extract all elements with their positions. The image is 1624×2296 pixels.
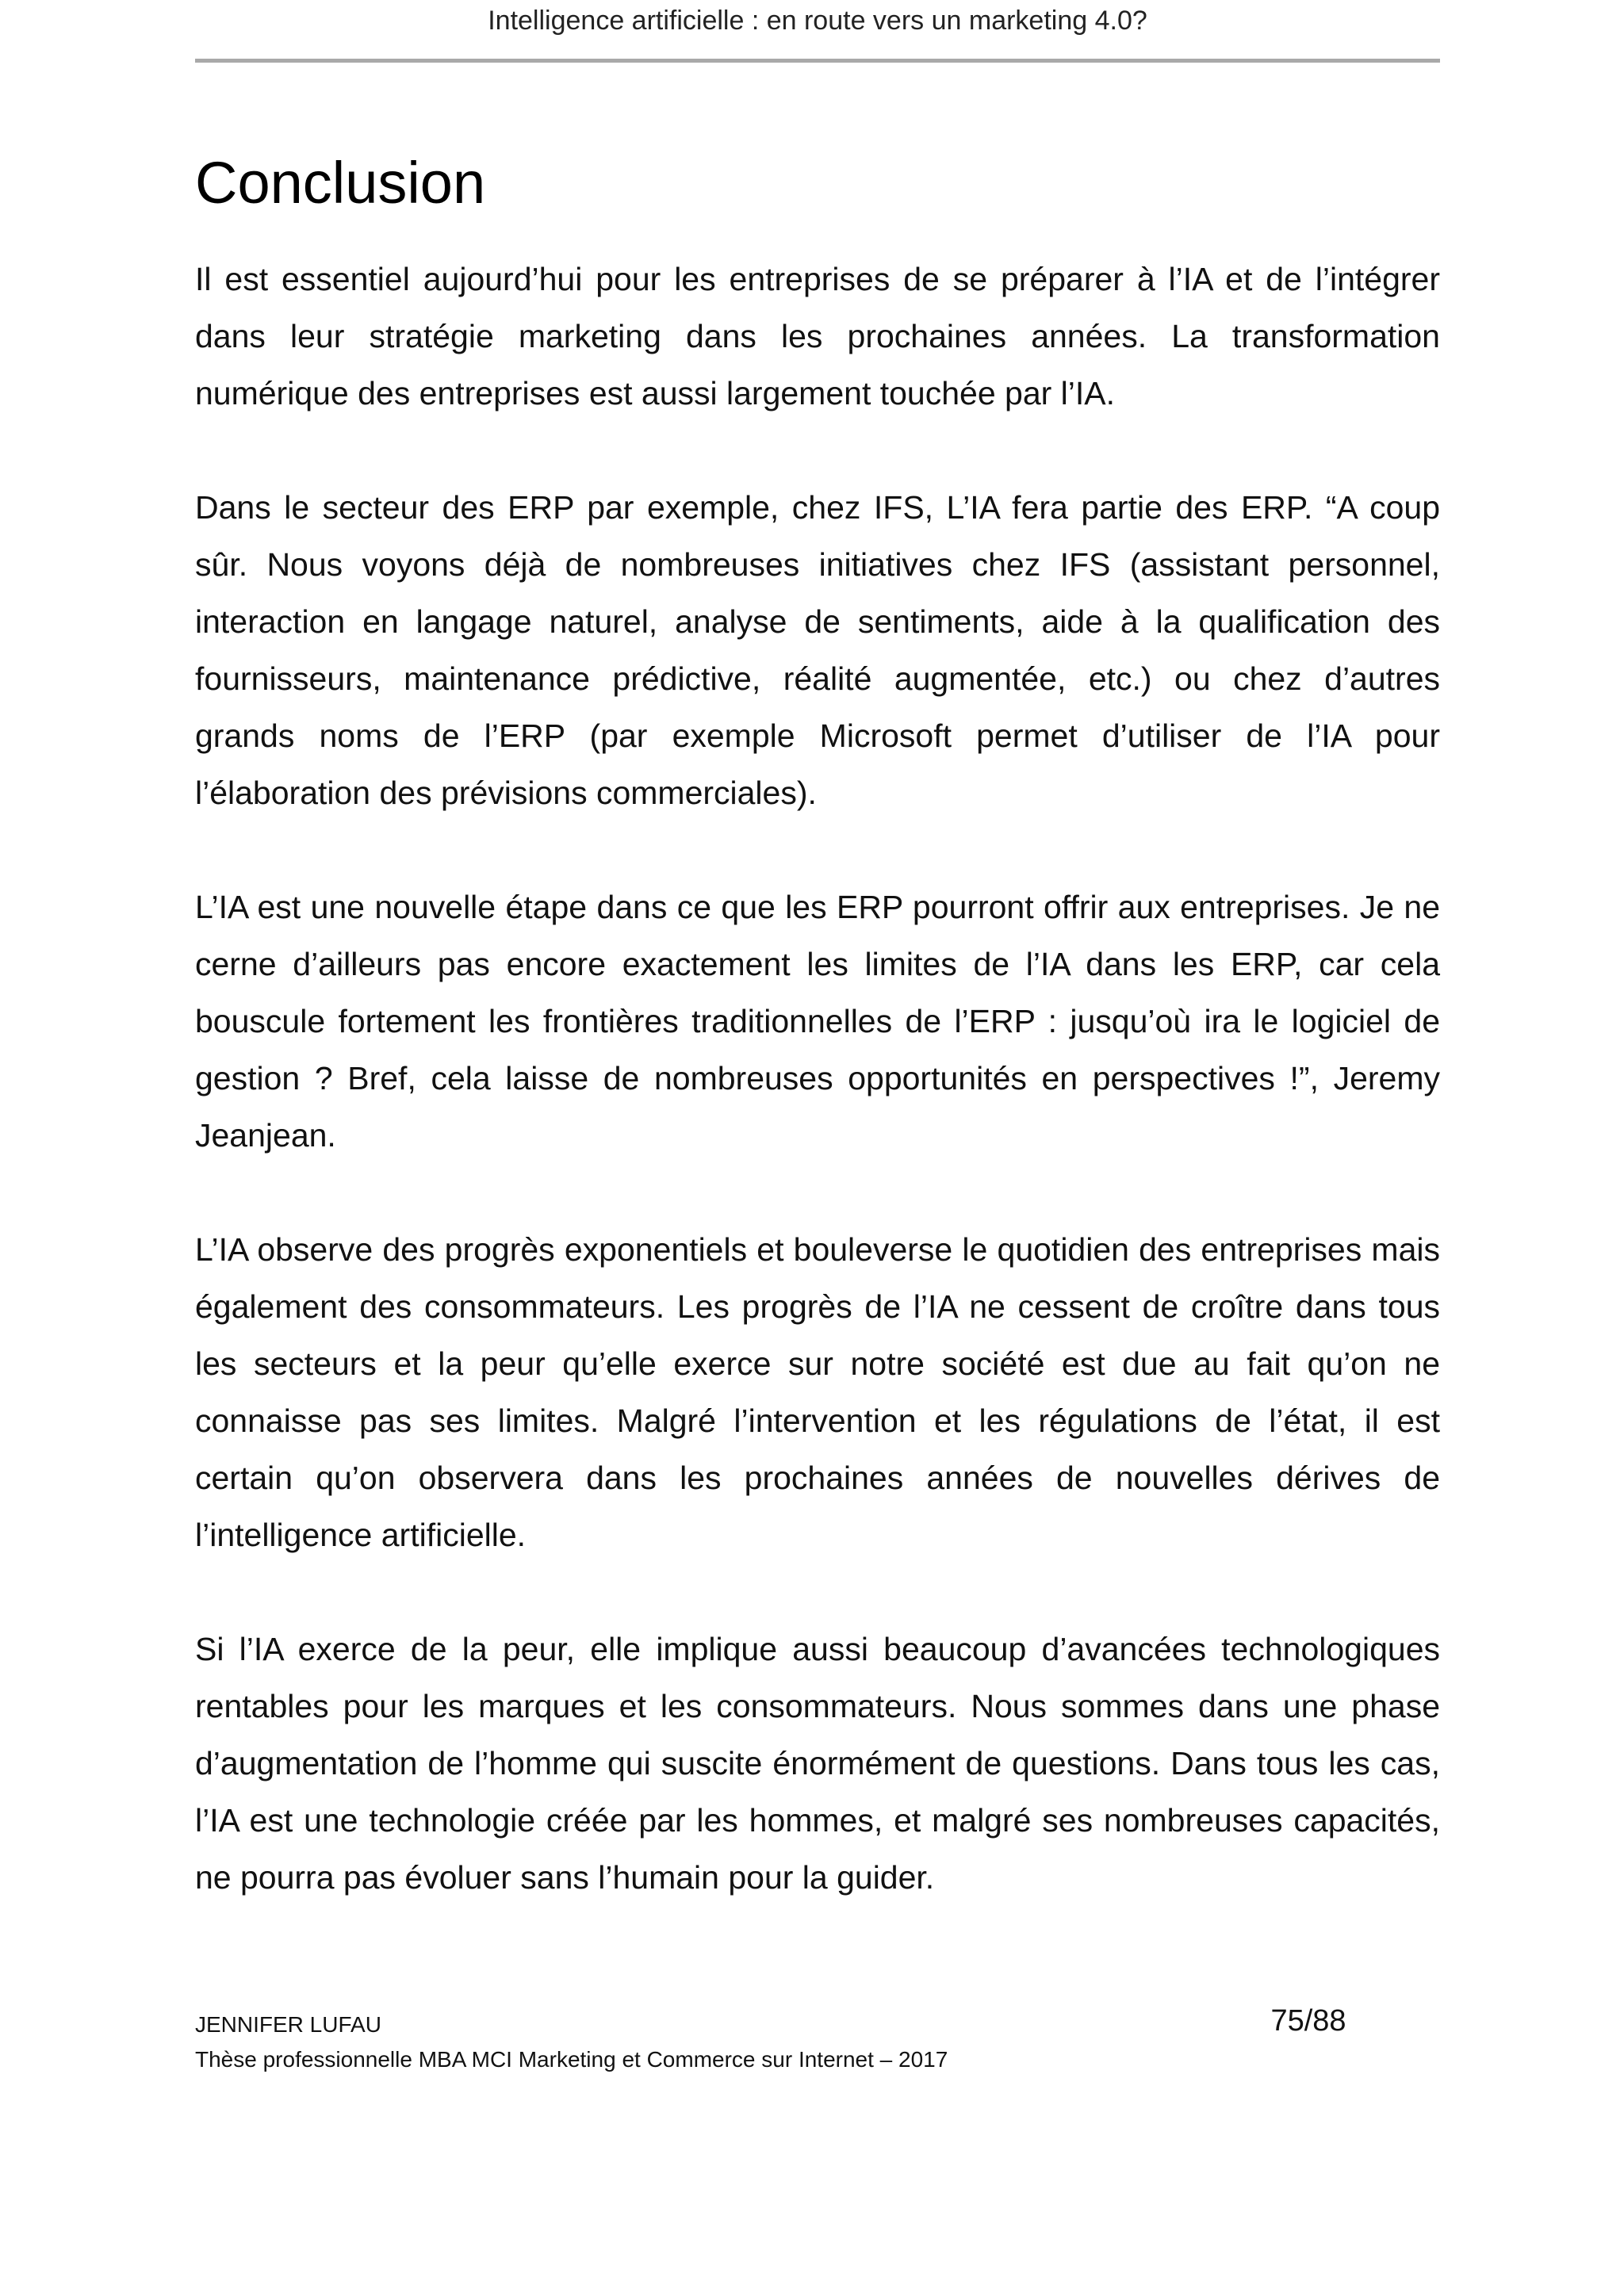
- paragraph-2: Dans le secteur des ERP par exemple, chez IFS, L’IA fera partie des ERP. “A coup sûr. Nous voyons déjà de nombreuses initiatives chez IFS (assistant personnel, interaction en langage naturel, analyse de sentiments, aide à la qualification des fournisseurs, maintenance prédictive, réalité augmentée, etc.) ou chez d’autres grands noms de l’ERP (par exemple Microsoft permet d’utiliser de l’IA pour l’élaboration des prévisions commerciales).: [195, 489, 1440, 811]
- paragraph-3: L’IA est une nouvelle étape dans ce que les ERP pourront offrir aux entreprises. Je ne cerne d’ailleurs pas encore exactement les limites de l’IA dans les ERP, car cela bouscule fortement les frontières traditionnelles de l’ERP : jusqu’où ira le logiciel de gestion ? Bref, cela laisse de nombreuses opportunités en perspectives !”, Jeremy Jeanjean.: [195, 889, 1440, 1154]
- section-title: Conclusion: [195, 150, 486, 216]
- paragraph-1: Il est essentiel aujourd’hui pour les entreprises de se préparer à l’IA et de l’intégrer dans leur stratégie marketing dans les prochaines années. La transformation numérique des entreprises est aussi largement touchée par l’IA.: [195, 261, 1440, 411]
- footer-author: JENNIFER LUFAU: [195, 2012, 381, 2037]
- page-number: 75/88: [1270, 2004, 1346, 2038]
- running-header: Intelligence artificielle : en route vers un marketing 4.0?: [488, 6, 1147, 36]
- paragraph-5: Si l’IA exerce de la peur, elle implique aussi beaucoup d’avancées technologiques rentables pour les marques et les consommateurs. Nous sommes dans une phase d’augmentation de l’homme qui suscite énormément de questions. Dans tous les cas, l’IA est une technologie créée par les hommes, et malgré ses nombreuses capacités, ne pourra pas évoluer sans l’humain pour la guider.: [195, 1631, 1440, 1896]
- header-rule: [195, 59, 1440, 63]
- footer-thesis: Thèse professionnelle MBA MCI Marketing et Commerce sur Internet – 2017: [195, 2047, 948, 2072]
- paragraph-4: L’IA observe des progrès exponentiels et bouleverse le quotidien des entreprises mais également des consommateurs. Les progrès de l’IA ne cessent de croître dans tous les secteurs et la peur qu’elle exerce sur notre société est due au fait qu’on ne connaisse pas ses limites. Malgré l’intervention et les régulations de l’état, il est certain qu’on observera dans les prochaines années de nouvelles dérives de l’intelligence artificielle.: [195, 1231, 1440, 1553]
- body-text: [195, 251, 1440, 1963]
